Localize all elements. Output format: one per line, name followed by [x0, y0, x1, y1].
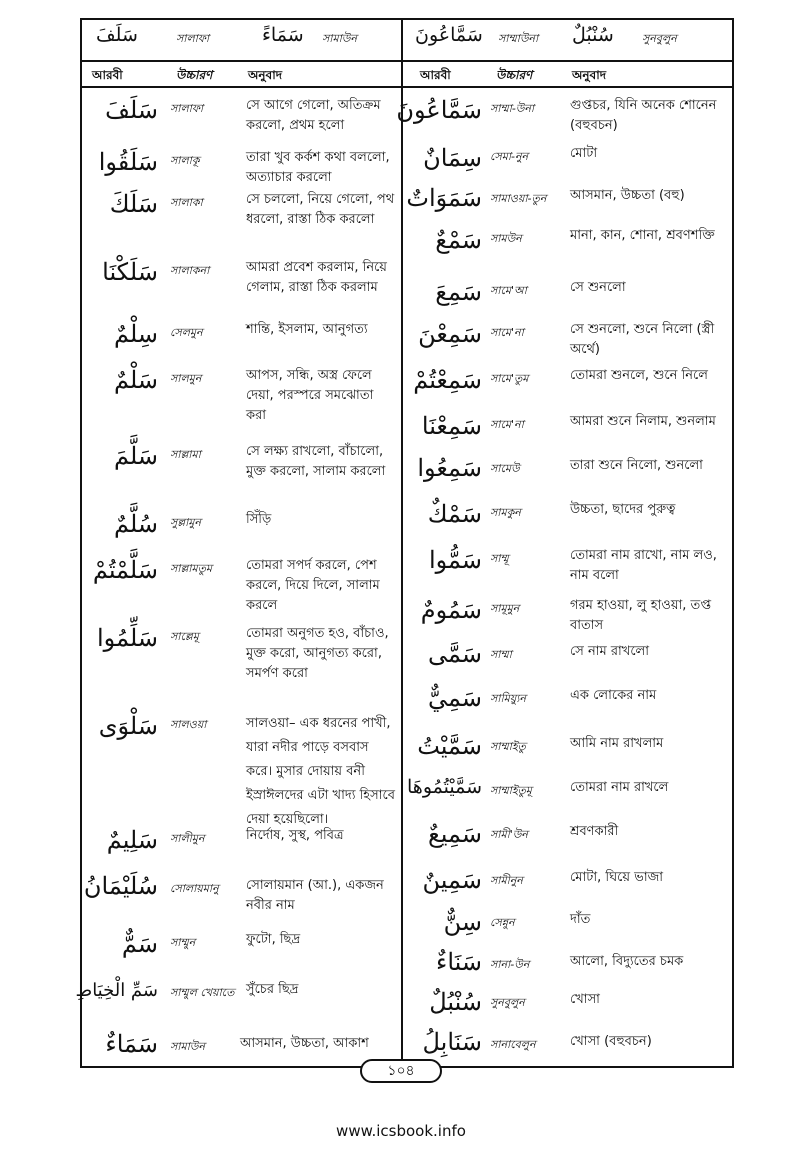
left-entry-meaning: আপস, সন্ধি, অস্ত্র ফেলে দেয়া, পরস্পরে সমঝোতা করা: [246, 368, 374, 423]
top-right-pron-2: সুনবুলুন: [642, 32, 677, 45]
right-entry-arabic: سَمَّاعُونَ: [396, 96, 482, 124]
left-entry-meaning: সে চললো, নিয়ে গেলো, পথ ধরলো, রাস্তা ঠিক করলো: [246, 192, 395, 227]
right-entry-arabic: سَمَّيْتُ: [417, 732, 482, 760]
right-entry-arabic: سَمْعٌ: [435, 226, 482, 254]
left-entry-arabic: سَلَّمَ: [113, 442, 158, 470]
right-entry-pron: সাম্মাইতু: [490, 740, 526, 753]
right-entry-pron: সামাওয়া-তুন: [490, 192, 547, 205]
left-entry-arabic: سَمِّ الْخِيَاطِ: [75, 980, 158, 1001]
right-entry-meaning: তোমরা নাম রাখো, নাম লও, নাম বলো: [570, 548, 717, 583]
header-right-meaning: অনুবাদ: [572, 68, 607, 82]
right-entry-pron: সাম্মাইতুমূ: [490, 784, 532, 797]
right-entry-meaning: আলো, বিদ্যুতের চমক: [570, 954, 684, 969]
left-entry-meaning: তোমরা সপর্দ করলে, পেশ করলে, দিয়ে দিলে, সালাম করলে: [246, 558, 380, 613]
right-entry-meaning: উচ্চতা, ছাদের পুরুত্ব: [570, 502, 676, 517]
right-entry-arabic: سَمَّى: [428, 640, 482, 668]
left-entry-arabic: سَلَكْنَا: [102, 258, 158, 286]
left-entry-pron: সালওয়া: [170, 718, 207, 731]
right-entry-pron: সাম্মূ: [490, 552, 509, 565]
left-entry-pron: সাম্মুল খেয়াতে: [170, 986, 235, 999]
right-entry-meaning: মোটা, ঘিয়ে ভাজা: [570, 870, 664, 885]
right-entry-arabic: سِنٌّ: [443, 908, 482, 936]
left-entry-arabic: سَلِيمٌ: [106, 826, 158, 854]
right-entry-pron: সামকুন: [490, 506, 521, 519]
right-entry-pron: সামূমুন: [490, 602, 520, 615]
right-entry-meaning: আসমান, উচ্চতা (বহু): [570, 188, 685, 203]
header-right-pronunciation: উচ্চারণ: [496, 68, 533, 82]
left-entry-arabic: سُلَيْمَانُ: [83, 872, 158, 900]
left-entry-meaning: সালওয়া– এক ধরনের পাখী, যারা নদীর পাড়ে বসবাস করে। মুসার দোয়ায় বনী ইস্রাঈলদের এটা খাদ্য হিসাবে দেয়া হয়েছিলো।: [246, 716, 395, 827]
header-left-arabic: আরবী: [92, 68, 123, 82]
right-entry-meaning: শ্রবণকারী: [570, 824, 619, 839]
left-entry-arabic: سُلَّمٌ: [113, 510, 158, 538]
right-entry-meaning: তারা শুনে নিলো, শুনলো: [570, 458, 703, 473]
right-entry-pron: সামেউ: [490, 462, 520, 475]
right-entry-meaning: এক লোকের নাম: [570, 688, 657, 703]
right-entry-meaning: তোমরা শুনলে, শুনে নিলে: [570, 368, 708, 383]
top-left-arabic-2: سَمَاءً: [262, 24, 304, 46]
page-number: ১০৪: [360, 1059, 442, 1083]
left-entry-meaning: আমরা প্রবেশ করলাম, নিয়ে গেলাম, রাস্তা ঠিক করলাম: [246, 260, 387, 295]
right-entry-arabic: سَمَّيْتُمُوهَا: [407, 776, 482, 798]
top-right-arabic-1: سَمَّاعُونَ: [415, 24, 483, 46]
right-entry-meaning: মানা, কান, শোনা, শ্রবণশক্তি: [570, 228, 715, 243]
left-entry-pron: সোলায়মানু: [170, 882, 219, 895]
right-entry-arabic: سَمِعْنَا: [421, 412, 482, 440]
left-entry-pron: সালাকূ: [170, 154, 200, 167]
left-entry-arabic: سَلْمٌ: [113, 366, 158, 394]
left-entry-arabic: سَمٌّ: [121, 930, 158, 958]
right-entry-pron: সামে'তুম: [490, 372, 529, 385]
left-entry-meaning: নির্দোষ, সুস্থ, পবিত্র: [246, 828, 344, 843]
header-left-pronunciation: উচ্চারণ: [176, 68, 213, 82]
right-entry-arabic: سَمِينٌ: [422, 866, 482, 894]
left-entry-pron: সামাউন: [170, 1040, 205, 1053]
top-right-pron-1: সাম্মাউনা: [498, 32, 539, 45]
right-entry-pron: সানা-উন: [490, 958, 530, 971]
right-entry-pron: সামউন: [490, 232, 522, 245]
top-row-rule: [80, 60, 734, 62]
left-entry-pron: সাল্লামা: [170, 448, 201, 461]
right-entry-arabic: سَمُّوا: [428, 546, 482, 574]
left-entry-pron: সালাকনা: [170, 264, 210, 277]
right-entry-arabic: سَنَاءٌ: [436, 948, 482, 976]
top-left-pron-1: সালাফা: [176, 32, 210, 45]
right-entry-arabic: سَمِعَ: [435, 278, 482, 306]
right-entry-pron: সামে'আ: [490, 284, 527, 297]
right-entry-pron: সামী'উন: [490, 828, 528, 841]
left-entry-pron: সুল্লামুন: [170, 516, 201, 529]
right-entry-meaning: সে শুনলো: [570, 280, 626, 295]
right-entry-pron: সেন্নুন: [490, 916, 515, 929]
right-entry-pron: সামিয়্যুন: [490, 692, 526, 705]
left-entry-pron: সালীমুন: [170, 832, 205, 845]
right-entry-arabic: سَنَابِلُ: [422, 1028, 482, 1056]
right-entry-meaning: সে নাম রাখলো: [570, 644, 650, 659]
left-entry-arabic: سَلْوَى: [98, 712, 158, 740]
right-entry-arabic: سَمِعْنَ: [418, 320, 482, 348]
right-entry-meaning: মোটা: [570, 146, 598, 161]
left-entry-pron: সেলমুন: [170, 326, 203, 339]
right-entry-arabic: سَمَوَاتٌ: [406, 184, 482, 212]
right-entry-meaning: দাঁত: [570, 912, 591, 927]
left-entry-meaning: তোমরা অনুগত হও, বাঁচাও, মুক্ত করো, আনুগত্য করো, সমর্পণ করো: [246, 626, 389, 681]
left-entry-meaning: ফুটো, ছিদ্র: [246, 932, 301, 947]
left-entry-meaning: সে লক্ষ্য রাখলো, বাঁচালো, মুক্ত করলো, সালাম করলো: [246, 444, 386, 479]
right-entry-meaning: গরম হাওয়া, লু হাওয়া, তপ্ত বাতাস: [570, 598, 711, 633]
header-left-meaning: অনুবাদ: [248, 68, 283, 82]
left-entry-meaning: সোলায়মান (আ.), একজন নবীর নাম: [246, 878, 384, 913]
left-entry-pron: সালাফা: [170, 102, 204, 115]
right-entry-pron: সানাবেলুন: [490, 1038, 536, 1051]
left-entry-pron: সাল্লামতুম: [170, 562, 212, 575]
right-entry-meaning: খোসা (বহুবচন): [570, 1034, 652, 1049]
left-entry-arabic: سَلَقُوا: [98, 148, 158, 176]
left-entry-arabic: سَلِّمُوا: [97, 624, 158, 652]
footer-url: www.icsbook.info: [336, 1122, 466, 1140]
left-entry-arabic: سَلَفَ: [105, 96, 158, 124]
right-entry-arabic: سَمْكٌ: [427, 500, 482, 528]
right-entry-arabic: سِمَانٌ: [423, 144, 482, 172]
header-right-arabic: আরবী: [420, 68, 451, 82]
right-entry-pron: সেমা-নুন: [490, 150, 529, 163]
right-entry-meaning: তোমরা নাম রাখলে: [570, 780, 669, 795]
right-entry-meaning: সে শুনলো, শুনে নিলো (স্ত্রী অর্থে): [570, 322, 715, 357]
left-entry-arabic: سَمَاءٌ: [105, 1030, 158, 1058]
right-entry-pron: সামীনুন: [490, 874, 523, 887]
left-entry-meaning: সুঁচের ছিদ্র: [246, 982, 299, 997]
right-entry-pron: সাম্মা-উনা: [490, 102, 535, 115]
column-divider: [401, 18, 403, 1068]
left-entry-pron: সাম্মুন: [170, 936, 196, 949]
left-entry-meaning: সিঁড়ি: [246, 512, 272, 527]
top-left-pron-2: সামাউন: [322, 32, 357, 45]
top-right-arabic-2: سُنْبُلٌ: [572, 24, 614, 46]
top-left-arabic-1: سَلَفَ: [96, 24, 138, 46]
left-entry-pron: সাল্লেমূ: [170, 630, 199, 643]
left-entry-pron: সালাকা: [170, 196, 203, 209]
right-entry-meaning: খোসা: [570, 992, 600, 1007]
right-entry-arabic: سَمِيعٌ: [428, 820, 482, 848]
left-entry-arabic: سَلَّمْتُمْ: [92, 556, 158, 584]
right-entry-pron: সাম্মা: [490, 648, 512, 661]
left-entry-meaning: তারা খুব কর্কশ কথা বললো, অত্যাচার করলো: [246, 150, 390, 185]
left-entry-meaning: আসমান, উচ্চতা, আকাশ: [240, 1036, 369, 1051]
right-entry-arabic: سَمِعُوا: [417, 454, 482, 482]
right-entry-pron: সামে'না: [490, 326, 524, 339]
left-entry-meaning: সে আগে গেলো, অতিক্রম করলো, প্রথম হলো: [246, 98, 381, 133]
left-entry-pron: সালমুন: [170, 372, 202, 385]
right-entry-arabic: سَمُومٌ: [420, 596, 482, 624]
right-entry-meaning: আমি নাম রাখলাম: [570, 736, 664, 751]
right-entry-arabic: سَمِيٌّ: [428, 684, 482, 712]
left-entry-meaning: শান্তি, ইসলাম, আনুগত্য: [246, 322, 368, 337]
right-entry-arabic: سُنْبُلٌ: [429, 988, 482, 1016]
right-entry-pron: সুনবুলুন: [490, 996, 525, 1009]
left-entry-arabic: سِلْمٌ: [113, 320, 158, 348]
right-entry-pron: সামে'না: [490, 418, 524, 431]
right-entry-arabic: سَمِعْتُمْ: [413, 366, 482, 394]
right-entry-meaning: আমরা শুনে নিলাম, শুনলাম: [570, 414, 716, 429]
left-entry-arabic: سَلَكَ: [109, 190, 158, 218]
right-entry-meaning: গুপ্তচর, যিনি অনেক শোনেন (বহুবচন): [570, 98, 717, 133]
